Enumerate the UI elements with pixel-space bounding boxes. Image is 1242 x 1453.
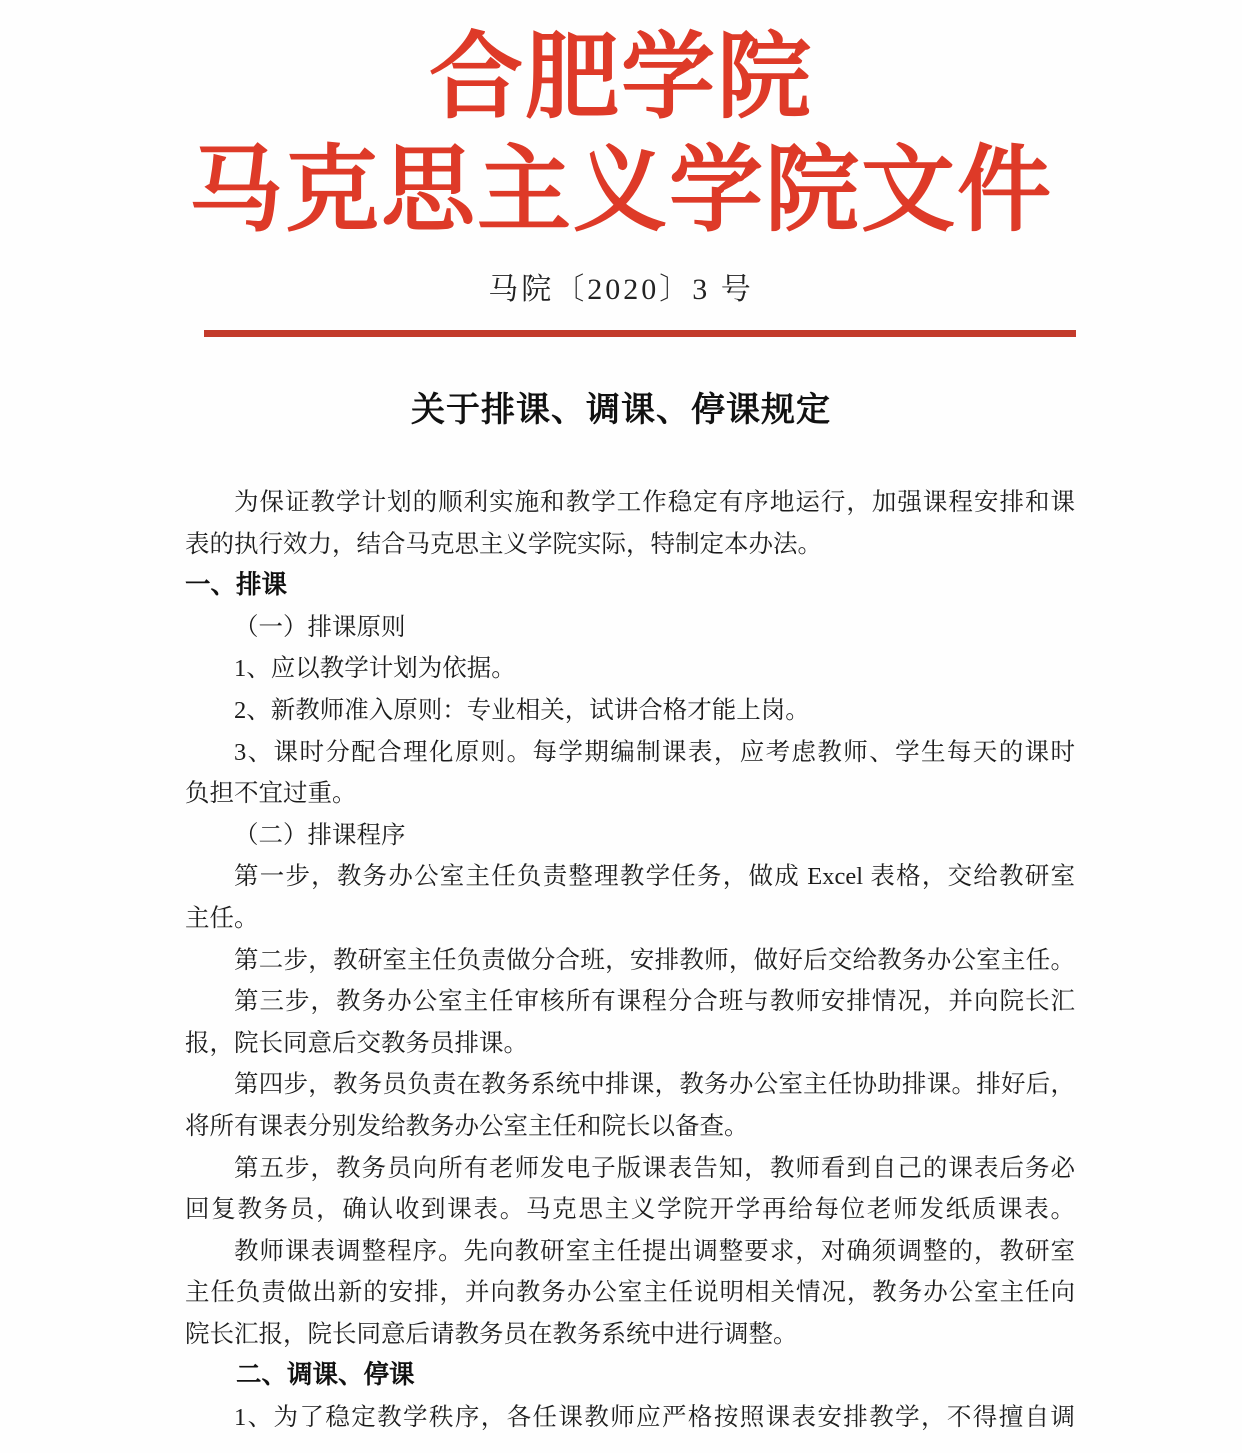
body-line: 第四步，教务员负责在教务系统中排课，教务办公室主任协助排课。排好后， [234,1071,1075,1099]
body-line: 第一步，教务办公室主任负责整理教学任务，做成 Excel 表格，交给教研室 [234,863,1075,891]
doc-number: 马院〔2020〕3 号 [488,273,754,306]
body-line: 回复教务员，确认收到课表。马克思主义学院开学再给每位老师发纸质课表。 [185,1196,1075,1224]
body-line: 第三步，教务办公室主任审核所有课程分合班与教师安排情况，并向院长汇 [234,988,1075,1016]
body-line: 2、新教师准入原则：专业相关，试讲合格才能上岗。 [234,696,810,724]
body-line: 主任负责做出新的安排，并向教务办公室主任说明相关情况，教务办公室主任向 [185,1279,1075,1307]
body-line: 为保证教学计划的顺利实施和教学工作稳定有序地运行，加强课程安排和课 [234,489,1075,516]
org-name-line1: 合肥学院 [428,26,813,130]
body-line: 第二步，教研室主任负责做分合班，安排教师，做好后交给教务办公室主任。 [234,946,1075,974]
body-line: 表的执行效力，结合马克思主义学院实际，特制定本办法。 [185,530,822,558]
document-title: 关于排课、调课、停课规定 [411,391,831,429]
org-name-line2: 马克思主义学院文件 [188,139,1053,243]
document-body [185,482,1075,1439]
body-line: 1、为了稳定教学秩序，各任课教师应严格按照课表安排教学，不得擅自调 [234,1404,1075,1432]
body-line: （一）排课原则 [234,613,406,641]
body-line: 院长汇报，院长同意后请教务员在教务系统中进行调整。 [185,1320,798,1348]
body-line: 报，院长同意后交教务员排课。 [185,1029,528,1057]
body-line: 第五步，教务员向所有老师发电子版课表告知，教师看到自己的课表后务必 [234,1154,1075,1182]
body-line: 1、应以教学计划为依据。 [234,655,516,683]
body-line: 将所有课表分别发给教务办公室主任和院长以备查。 [185,1112,749,1140]
body-line: 主任。 [185,904,259,932]
body-line: 3、课时分配合理化原则。每学期编制课表，应考虑教师、学生每天的课时 [234,738,1075,766]
section-heading: 二、调课、停课 [236,1361,415,1390]
section-heading: 一、排课 [185,571,288,600]
body-line: （二）排课程序 [234,821,406,849]
body-line: 负担不宜过重。 [185,780,357,808]
body-line: 教师课表调整程序。先向教研室主任提出调整要求，对确须调整的，教研室 [234,1237,1075,1265]
red-separator-rule [204,330,1076,337]
